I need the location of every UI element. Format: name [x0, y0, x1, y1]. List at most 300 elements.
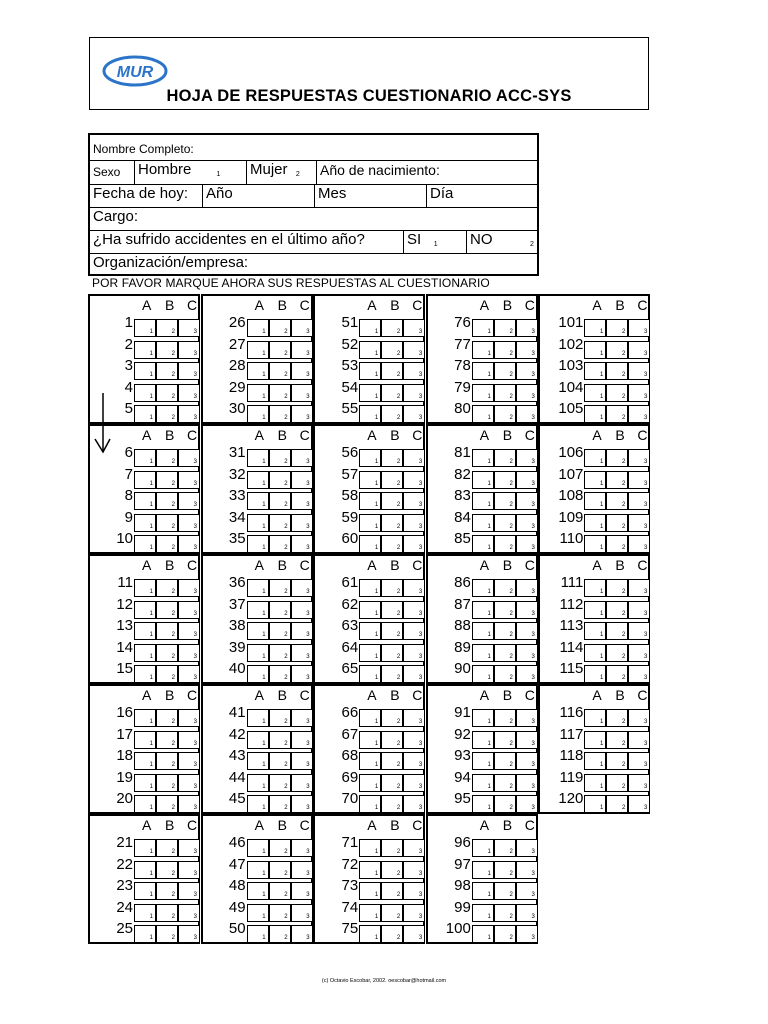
answer-box-c[interactable] — [516, 731, 538, 749]
answer-box-c[interactable] — [291, 384, 313, 402]
answer-box-b[interactable] — [156, 601, 178, 619]
answer-box-a[interactable] — [247, 861, 269, 879]
answer-box-b[interactable] — [269, 709, 291, 727]
answer-box-b[interactable] — [494, 341, 516, 359]
answer-box-a[interactable] — [134, 622, 156, 640]
answer-box-c[interactable] — [291, 882, 313, 900]
answer-box-c[interactable] — [291, 535, 313, 553]
answer-box-b[interactable] — [381, 405, 403, 423]
answer-box-b[interactable] — [606, 665, 628, 683]
answer-box-a[interactable] — [472, 579, 494, 597]
answer-box-c[interactable] — [291, 925, 313, 943]
answer-box-b[interactable] — [156, 861, 178, 879]
answer-box-c[interactable] — [628, 319, 650, 337]
answer-box-a[interactable] — [584, 535, 606, 553]
answer-box-b[interactable] — [381, 795, 403, 813]
answer-box-b[interactable] — [381, 665, 403, 683]
answer-box-b[interactable] — [269, 622, 291, 640]
answer-box-b[interactable] — [494, 882, 516, 900]
answer-box-b[interactable] — [381, 904, 403, 922]
answer-box-a[interactable] — [584, 449, 606, 467]
answer-box-c[interactable] — [291, 795, 313, 813]
answer-box-a[interactable] — [134, 752, 156, 770]
answer-box-c[interactable] — [628, 579, 650, 597]
answer-box-c[interactable] — [516, 535, 538, 553]
answer-box-a[interactable] — [359, 449, 381, 467]
answer-box-a[interactable] — [359, 622, 381, 640]
answer-box-c[interactable] — [403, 405, 425, 423]
answer-box-c[interactable] — [403, 384, 425, 402]
answer-box-a[interactable] — [134, 709, 156, 727]
answer-box-b[interactable] — [381, 774, 403, 792]
answer-box-c[interactable] — [628, 622, 650, 640]
answer-box-a[interactable] — [472, 319, 494, 337]
answer-box-a[interactable] — [359, 752, 381, 770]
answer-box-c[interactable] — [291, 644, 313, 662]
answer-box-a[interactable] — [247, 774, 269, 792]
answer-box-c[interactable] — [516, 665, 538, 683]
answer-box-a[interactable] — [247, 839, 269, 857]
dia-field[interactable]: Día — [426, 185, 541, 207]
answer-box-a[interactable] — [472, 341, 494, 359]
answer-box-c[interactable] — [628, 384, 650, 402]
answer-box-b[interactable] — [269, 731, 291, 749]
answer-box-a[interactable] — [134, 925, 156, 943]
answer-box-b[interactable] — [156, 752, 178, 770]
answer-box-a[interactable] — [134, 362, 156, 380]
answer-box-a[interactable] — [359, 319, 381, 337]
answer-box-a[interactable] — [134, 535, 156, 553]
answer-box-b[interactable] — [494, 319, 516, 337]
answer-box-b[interactable] — [156, 514, 178, 532]
answer-box-b[interactable] — [156, 405, 178, 423]
answer-box-c[interactable] — [403, 839, 425, 857]
answer-box-b[interactable] — [381, 644, 403, 662]
answer-box-a[interactable] — [134, 492, 156, 510]
answer-box-a[interactable] — [359, 405, 381, 423]
answer-box-b[interactable] — [156, 709, 178, 727]
answer-box-a[interactable] — [472, 622, 494, 640]
answer-box-a[interactable] — [472, 471, 494, 489]
nombre-field[interactable]: Nombre Completo: — [93, 142, 194, 156]
answer-box-c[interactable] — [403, 861, 425, 879]
answer-box-b[interactable] — [269, 644, 291, 662]
answer-box-a[interactable] — [584, 471, 606, 489]
answer-box-c[interactable] — [403, 514, 425, 532]
answer-box-c[interactable] — [178, 861, 200, 879]
answer-box-b[interactable] — [156, 839, 178, 857]
answer-box-c[interactable] — [403, 644, 425, 662]
answer-box-a[interactable] — [247, 644, 269, 662]
answer-box-a[interactable] — [247, 449, 269, 467]
answer-box-a[interactable] — [472, 535, 494, 553]
answer-box-c[interactable] — [628, 341, 650, 359]
answer-box-c[interactable] — [403, 665, 425, 683]
answer-box-b[interactable] — [494, 709, 516, 727]
answer-box-a[interactable] — [359, 665, 381, 683]
answer-box-b[interactable] — [606, 601, 628, 619]
answer-box-a[interactable] — [247, 925, 269, 943]
answer-box-a[interactable] — [584, 665, 606, 683]
answer-box-b[interactable] — [494, 449, 516, 467]
answer-box-c[interactable] — [628, 405, 650, 423]
answer-box-b[interactable] — [269, 319, 291, 337]
answer-box-b[interactable] — [606, 795, 628, 813]
answer-box-b[interactable] — [494, 665, 516, 683]
answer-box-a[interactable] — [359, 644, 381, 662]
answer-box-b[interactable] — [156, 904, 178, 922]
answer-box-b[interactable] — [269, 535, 291, 553]
answer-box-a[interactable] — [134, 601, 156, 619]
answer-box-a[interactable] — [247, 752, 269, 770]
answer-box-c[interactable] — [178, 925, 200, 943]
answer-box-c[interactable] — [516, 319, 538, 337]
answer-box-b[interactable] — [606, 752, 628, 770]
answer-box-b[interactable] — [494, 644, 516, 662]
answer-box-a[interactable] — [134, 341, 156, 359]
answer-box-a[interactable] — [472, 774, 494, 792]
answer-box-c[interactable] — [178, 362, 200, 380]
answer-box-a[interactable] — [472, 752, 494, 770]
answer-box-c[interactable] — [291, 514, 313, 532]
answer-box-b[interactable] — [494, 731, 516, 749]
answer-box-b[interactable] — [494, 925, 516, 943]
answer-box-a[interactable] — [247, 665, 269, 683]
answer-box-a[interactable] — [134, 882, 156, 900]
answer-box-b[interactable] — [269, 449, 291, 467]
answer-box-a[interactable] — [472, 449, 494, 467]
answer-box-c[interactable] — [516, 579, 538, 597]
answer-box-c[interactable] — [516, 752, 538, 770]
answer-box-a[interactable] — [472, 405, 494, 423]
answer-box-c[interactable] — [403, 752, 425, 770]
answer-box-c[interactable] — [628, 795, 650, 813]
answer-box-c[interactable] — [291, 665, 313, 683]
answer-box-a[interactable] — [134, 731, 156, 749]
answer-box-a[interactable] — [472, 362, 494, 380]
answer-box-c[interactable] — [516, 492, 538, 510]
answer-box-b[interactable] — [494, 492, 516, 510]
answer-box-b[interactable] — [606, 341, 628, 359]
answer-box-a[interactable] — [359, 882, 381, 900]
answer-box-a[interactable] — [247, 904, 269, 922]
answer-box-a[interactable] — [247, 405, 269, 423]
answer-box-a[interactable] — [472, 795, 494, 813]
answer-box-a[interactable] — [584, 514, 606, 532]
answer-box-b[interactable] — [269, 405, 291, 423]
answer-box-c[interactable] — [516, 514, 538, 532]
answer-box-b[interactable] — [381, 535, 403, 553]
answer-box-b[interactable] — [156, 535, 178, 553]
answer-box-c[interactable] — [516, 601, 538, 619]
answer-box-a[interactable] — [134, 904, 156, 922]
nacimiento-field[interactable]: Año de nacimiento: — [316, 161, 541, 184]
answer-box-b[interactable] — [381, 579, 403, 597]
answer-box-b[interactable] — [606, 731, 628, 749]
answer-box-c[interactable] — [178, 709, 200, 727]
answer-box-c[interactable] — [403, 362, 425, 380]
answer-box-b[interactable] — [381, 839, 403, 857]
no-option[interactable] — [466, 231, 541, 253]
answer-box-c[interactable] — [516, 882, 538, 900]
answer-box-a[interactable] — [472, 839, 494, 857]
answer-box-c[interactable] — [178, 795, 200, 813]
answer-box-b[interactable] — [606, 449, 628, 467]
answer-box-a[interactable] — [359, 492, 381, 510]
answer-box-a[interactable] — [247, 514, 269, 532]
answer-box-c[interactable] — [178, 405, 200, 423]
answer-box-b[interactable] — [269, 601, 291, 619]
answer-box-b[interactable] — [269, 384, 291, 402]
answer-box-b[interactable] — [269, 471, 291, 489]
answer-box-b[interactable] — [494, 839, 516, 857]
answer-box-a[interactable] — [134, 471, 156, 489]
answer-box-a[interactable] — [134, 579, 156, 597]
answer-box-c[interactable] — [178, 535, 200, 553]
answer-box-a[interactable] — [247, 535, 269, 553]
si-option[interactable] — [403, 231, 466, 253]
answer-box-a[interactable] — [247, 579, 269, 597]
answer-box-b[interactable] — [494, 362, 516, 380]
answer-box-a[interactable] — [247, 341, 269, 359]
answer-box-a[interactable] — [134, 839, 156, 857]
answer-box-c[interactable] — [291, 752, 313, 770]
answer-box-b[interactable] — [606, 622, 628, 640]
answer-box-a[interactable] — [359, 341, 381, 359]
answer-box-b[interactable] — [381, 319, 403, 337]
answer-box-b[interactable] — [381, 709, 403, 727]
answer-box-c[interactable] — [178, 904, 200, 922]
answer-box-b[interactable] — [381, 514, 403, 532]
answer-box-a[interactable] — [472, 861, 494, 879]
answer-box-b[interactable] — [494, 384, 516, 402]
answer-box-b[interactable] — [156, 362, 178, 380]
answer-box-c[interactable] — [178, 579, 200, 597]
answer-box-a[interactable] — [247, 319, 269, 337]
answer-box-c[interactable] — [403, 709, 425, 727]
answer-box-a[interactable] — [472, 665, 494, 683]
answer-box-c[interactable] — [403, 795, 425, 813]
answer-box-c[interactable] — [178, 752, 200, 770]
answer-box-c[interactable] — [628, 471, 650, 489]
answer-box-b[interactable] — [156, 665, 178, 683]
answer-box-c[interactable] — [403, 319, 425, 337]
answer-box-c[interactable] — [403, 925, 425, 943]
answer-box-b[interactable] — [269, 752, 291, 770]
answer-box-b[interactable] — [156, 882, 178, 900]
answer-box-c[interactable] — [516, 405, 538, 423]
answer-box-c[interactable] — [403, 882, 425, 900]
answer-box-a[interactable] — [247, 492, 269, 510]
answer-box-b[interactable] — [269, 925, 291, 943]
answer-box-c[interactable] — [403, 601, 425, 619]
answer-box-b[interactable] — [156, 492, 178, 510]
answer-box-c[interactable] — [291, 731, 313, 749]
answer-box-a[interactable] — [247, 471, 269, 489]
answer-box-a[interactable] — [584, 731, 606, 749]
answer-box-b[interactable] — [381, 341, 403, 359]
answer-box-b[interactable] — [494, 535, 516, 553]
answer-box-b[interactable] — [156, 579, 178, 597]
answer-box-a[interactable] — [584, 319, 606, 337]
answer-box-a[interactable] — [247, 731, 269, 749]
answer-box-c[interactable] — [403, 492, 425, 510]
answer-box-b[interactable] — [156, 384, 178, 402]
answer-box-a[interactable] — [584, 579, 606, 597]
answer-box-b[interactable] — [156, 471, 178, 489]
answer-box-b[interactable] — [381, 882, 403, 900]
answer-box-a[interactable] — [584, 341, 606, 359]
answer-box-a[interactable] — [134, 319, 156, 337]
answer-box-a[interactable] — [134, 449, 156, 467]
answer-box-a[interactable] — [584, 795, 606, 813]
answer-box-b[interactable] — [381, 925, 403, 943]
answer-box-c[interactable] — [403, 579, 425, 597]
answer-box-c[interactable] — [628, 752, 650, 770]
answer-box-b[interactable] — [606, 384, 628, 402]
answer-box-a[interactable] — [359, 514, 381, 532]
answer-box-c[interactable] — [403, 471, 425, 489]
answer-box-c[interactable] — [178, 471, 200, 489]
answer-box-c[interactable] — [628, 601, 650, 619]
answer-box-c[interactable] — [178, 601, 200, 619]
answer-box-a[interactable] — [359, 731, 381, 749]
answer-box-a[interactable] — [472, 925, 494, 943]
answer-box-a[interactable] — [247, 362, 269, 380]
answer-box-c[interactable] — [403, 774, 425, 792]
answer-box-c[interactable] — [403, 731, 425, 749]
answer-box-b[interactable] — [381, 622, 403, 640]
answer-box-c[interactable] — [628, 731, 650, 749]
answer-box-b[interactable] — [606, 514, 628, 532]
answer-box-c[interactable] — [291, 861, 313, 879]
answer-box-c[interactable] — [628, 644, 650, 662]
answer-box-b[interactable] — [269, 795, 291, 813]
answer-box-a[interactable] — [359, 601, 381, 619]
answer-box-c[interactable] — [516, 925, 538, 943]
answer-box-b[interactable] — [156, 731, 178, 749]
answer-box-b[interactable] — [381, 492, 403, 510]
answer-box-b[interactable] — [494, 774, 516, 792]
answer-box-b[interactable] — [494, 795, 516, 813]
answer-box-b[interactable] — [494, 514, 516, 532]
answer-box-a[interactable] — [584, 601, 606, 619]
answer-box-c[interactable] — [178, 449, 200, 467]
answer-box-c[interactable] — [178, 319, 200, 337]
answer-box-c[interactable] — [516, 644, 538, 662]
answer-box-b[interactable] — [494, 601, 516, 619]
answer-box-c[interactable] — [628, 535, 650, 553]
answer-box-a[interactable] — [134, 774, 156, 792]
answer-box-b[interactable] — [156, 319, 178, 337]
cargo-field[interactable]: Cargo: — [93, 208, 139, 225]
answer-box-a[interactable] — [134, 861, 156, 879]
answer-box-b[interactable] — [156, 925, 178, 943]
answer-box-b[interactable] — [494, 622, 516, 640]
answer-box-a[interactable] — [472, 904, 494, 922]
answer-box-b[interactable] — [606, 579, 628, 597]
answer-box-c[interactable] — [178, 341, 200, 359]
answer-box-a[interactable] — [584, 644, 606, 662]
answer-box-b[interactable] — [381, 449, 403, 467]
answer-box-a[interactable] — [247, 384, 269, 402]
answer-box-a[interactable] — [584, 752, 606, 770]
answer-box-a[interactable] — [584, 405, 606, 423]
answer-box-c[interactable] — [516, 449, 538, 467]
answer-box-b[interactable] — [269, 882, 291, 900]
answer-box-a[interactable] — [359, 795, 381, 813]
answer-box-b[interactable] — [269, 341, 291, 359]
answer-box-a[interactable] — [247, 709, 269, 727]
answer-box-a[interactable] — [472, 601, 494, 619]
answer-box-c[interactable] — [516, 795, 538, 813]
answer-box-c[interactable] — [291, 362, 313, 380]
answer-box-a[interactable] — [134, 405, 156, 423]
answer-box-c[interactable] — [516, 622, 538, 640]
answer-box-b[interactable] — [156, 644, 178, 662]
organizacion-field[interactable]: Organización/empresa: — [93, 254, 249, 271]
answer-box-b[interactable] — [269, 904, 291, 922]
answer-box-c[interactable] — [516, 362, 538, 380]
answer-box-c[interactable] — [178, 622, 200, 640]
answer-box-a[interactable] — [134, 514, 156, 532]
answer-box-b[interactable] — [494, 752, 516, 770]
answer-box-a[interactable] — [472, 384, 494, 402]
answer-box-a[interactable] — [247, 882, 269, 900]
answer-box-c[interactable] — [291, 492, 313, 510]
answer-box-c[interactable] — [516, 774, 538, 792]
answer-box-b[interactable] — [381, 601, 403, 619]
answer-box-a[interactable] — [134, 384, 156, 402]
answer-box-c[interactable] — [178, 839, 200, 857]
answer-box-a[interactable] — [584, 384, 606, 402]
answer-box-c[interactable] — [178, 492, 200, 510]
answer-box-a[interactable] — [584, 622, 606, 640]
answer-box-c[interactable] — [178, 514, 200, 532]
answer-box-b[interactable] — [606, 644, 628, 662]
answer-box-b[interactable] — [269, 514, 291, 532]
answer-box-b[interactable] — [156, 774, 178, 792]
answer-box-c[interactable] — [403, 449, 425, 467]
answer-box-a[interactable] — [472, 514, 494, 532]
answer-box-a[interactable] — [247, 795, 269, 813]
answer-box-a[interactable] — [359, 535, 381, 553]
answer-box-a[interactable] — [359, 384, 381, 402]
answer-box-c[interactable] — [516, 384, 538, 402]
answer-box-a[interactable] — [359, 579, 381, 597]
mujer-option[interactable] — [246, 161, 316, 184]
answer-box-b[interactable] — [381, 362, 403, 380]
answer-box-c[interactable] — [628, 449, 650, 467]
answer-box-c[interactable] — [178, 774, 200, 792]
answer-box-a[interactable] — [134, 644, 156, 662]
answer-box-b[interactable] — [381, 384, 403, 402]
answer-box-b[interactable] — [606, 471, 628, 489]
answer-box-c[interactable] — [291, 839, 313, 857]
answer-box-c[interactable] — [291, 709, 313, 727]
answer-box-c[interactable] — [291, 341, 313, 359]
answer-box-a[interactable] — [359, 839, 381, 857]
answer-box-a[interactable] — [247, 622, 269, 640]
answer-box-c[interactable] — [291, 319, 313, 337]
answer-box-c[interactable] — [516, 839, 538, 857]
answer-box-b[interactable] — [381, 752, 403, 770]
answer-box-a[interactable] — [584, 492, 606, 510]
answer-box-c[interactable] — [291, 405, 313, 423]
answer-box-b[interactable] — [269, 492, 291, 510]
answer-box-a[interactable] — [359, 362, 381, 380]
answer-box-b[interactable] — [381, 861, 403, 879]
